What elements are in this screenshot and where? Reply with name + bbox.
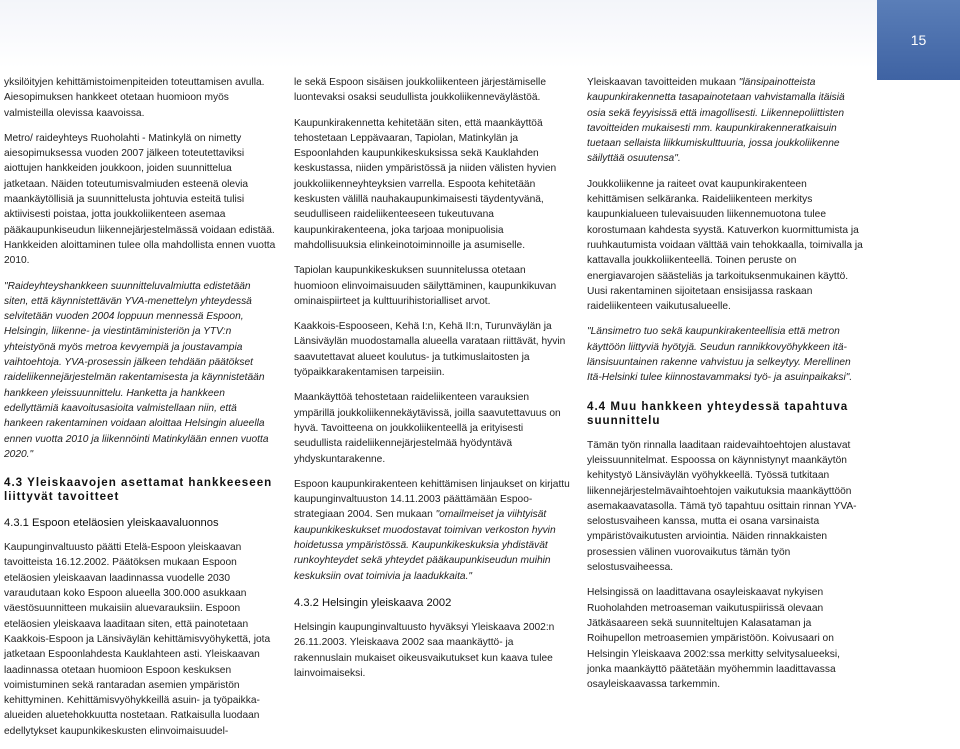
section-heading-4-4: 4.4 Muu hankkeen yhteydessä tapahtuva suunnittelu	[587, 399, 849, 427]
paragraph: Helsingin kaupunginvaltuusto hyväksyi Yleiskaava 2002:n 26.11.2003. Yleiskaava 2002 saa maankäyttö- ja rakennuslain mukaiset oikeusvaikutukset kun kaava tulee lainvoimaiseksi.	[294, 621, 555, 679]
column-2	[294, 75, 570, 691]
paragraph	[587, 75, 863, 167]
paragraph	[294, 477, 570, 584]
paragraph: Tämän työn rinnalla laaditaan raidevaihtoehtojen alustavat yleissuunnitelmat. Espoossa on käynnistynyt maankäytön kehitystyö Länsiväylän vyöhykkeellä. Työssä tutkitaan liikennejärjestelmävaihtoehtojen vaikutuksia maankäyttöön asemakaavatasolla. Tämä työ tapahtuu osittain rinnan YVA-selostusvaiheen kanssa, mutta ei osana varsinaista ympäristövaikutusten arviointia. Näiden rinnakkaisten prosessien välinen vuorovaikutus tämän työn selostusvaiheessa.	[587, 439, 857, 574]
paragraph: Maankäyttöä tehostetaan raideliikenteen varauksien ympärillä joukkoliikennekäytävissä, joilla saavutettavuus on hyvä. Tavoitteena on joukkoliikenteellä ja erityisesti seudullista raideliikennejärjestelmää hyödyntävä yhdyskuntarakenne.	[294, 392, 561, 465]
paragraph: yksilöityjen kehittämistoimenpiteiden toteuttamisen avulla. Aiesopimuksen hankkeet otetaan huomioon myös valmisteilla olevissa kaavoissa.	[4, 77, 265, 119]
paragraph: Tapiolan kaupunkikeskuksen suunnitelussa otetaan huomioon elinvoimaisuuden säilyttäminen, kaupunkikuvan ominaispiirteet ja kulttuurihistorialliset arvot.	[294, 265, 557, 307]
column-3	[587, 75, 863, 702]
paragraph: Metro/ raideyhteys Ruoholahti - Matinkylä on nimetty aiesopimuksessa vuoden 2007 jälkeen toteutettaviksi aiottujen hankkeiden joukkoon, joiden suunnittelua jatketaan. Näiden toteutumisvalmiuden esteenä olevia maankäytöllisiä ja suunnittelusta johtuvia esteitä tulisi aktiivisesti poistaa, jotta joukkoliikenteen asemaa pääkaupunkiseudun liikennejärjestelmässä voidaan edistää. Hankkeiden aloittaminen tulee olla mahdollista ennen vuotta 2010.	[4, 132, 276, 267]
column-1	[4, 75, 276, 749]
paragraph: Kaupunkirakennetta kehitetään siten, että maankäyttöä tehostetaan Leppävaaran, Tapiolan, Matinkylän ja Espoonlahden kaupunkikeskuksissa sekä Kauklahden keskustassa, niiden ympäristössä ja niiden välisten hyvien joukkoliikenneyhteyksien varrella. Espoota kehitetään keskusten välillä nauhakaupunkimaisesti täydentyvänä, seudulliseen raideliikenteeseen tukeutuvana kaupunkirakenteena, joka tarjoaa monipuolisia mahdollisuuksia elinkeinotoiminnoille ja asumiselle.	[294, 117, 557, 251]
quote-paragraph: "Raideyhteyshankkeen suunnitteluvalmiutta edistetään siten, että käynnistettävän YVA-menettelyn yhteydessä selvitetään vuoden 2004 loppuun mennessä Espoon, Helsingin, liikenne- ja viestintäministeriön ja YTV:n yhteistyönä myös metroa kevyempiä ja joustavampia vaihtoehtoja. YVA-prosessin jälkeen tehdään päätökset raideliikennejärjestelmän rakentamisesta ja käynnistetään hankkeen yleissuunnittelu. Hanketta ja hankkeen edellyttämiä kaavoitusasioita valmistellaan niin, että hankeen rakentaminen voidaan aloittaa Helsingin alueella ennen vuotta 2010 ja liikennöinti Matinkylään ennen vuotta 2020."	[4, 280, 269, 460]
quote-paragraph: "Länsimetro tuo sekä kaupunkirakenteellisia että metron käyttöön liittyviä hyötyjä. Seudun rannikkovyöhykkeen itä-länsisuuntainen rakenne vahvistuu ja selkeytyy. Merellinen Itä-Helsinki tulee kiinnostavammaksi työ- ja asuinpaikaksi".	[587, 326, 853, 384]
paragraph: Helsingissä on laadittavana osayleiskaavat nykyisen Ruoholahden metroaseman vaikutuspiirissä olevaan Jätkäsaareen sekä suunniteltujen Kalasataman ja Roihupellon metroasemien ympäristöön. Koivusaari on Helsingin Yleiskaava 2002:ssa merkitty selvitysalueeksi, jonka maankäyttö päätetään myöhemmin laadittavassa osayleiskaavassa tarkemmin.	[587, 587, 840, 691]
paragraph: Joukkoliikenne ja raiteet ovat kaupunkirakenteen kehittämisen selkäranka. Raideliikenteen merkitys kaupunkialueen tulevaisuuden liikennemuotona tulee korostumaan kahdesta syystä. Katuverkon kuormittumista ja ruuhkautumista voidaan välttää vain tehokkaalla, toimivalla ja kattavalla joukkoliikenteellä. Toinen peruste on energiavarojen säästeliäs ja tarkoituksenmukainen käyttö. Uusi rakentaminen sijoitetaan ensisijassa raskaan raideliikenteen vaikutusalueelle.	[587, 178, 863, 313]
page-number: 15	[877, 0, 960, 80]
subsection-heading-4-3-2: 4.3.2 Helsingin yleiskaava 2002	[294, 596, 452, 609]
paragraph-text: Espoon kaupunkirakenteen kehittämisen linjaukset on kirjattu kaupunginvaltuuston 14.11.2003 päättämään Espoo-strategiaan 2004. Sen mukaan	[294, 478, 570, 521]
paragraph: Kaakkois-Espooseen, Kehä I:n, Kehä II:n, Turunväylän ja Länsiväylän muodostamalla alueella varataan riittävät, hyvin saavutettavat alueet koulutus- ja tutkimuslaitosten ja työpaikkarakentamisen tarpeisiin.	[294, 321, 566, 379]
section-heading-4-3: 4.3 Yleiskaavojen asettamat hankkeeseen liittyvät tavoitteet	[4, 476, 273, 504]
paragraph-text: Yleiskaavan tavoitteiden mukaan	[587, 77, 736, 88]
paragraph: Kaupunginvaltuusto päätti Etelä-Espoon yleiskaavan tavoitteista 16.12.2002. Päätöksen mukaan Espoon eteläosien yleiskaavan laadinnassa vuodelle 2030 varaudutaan koko Espoon alueella 300.000 asukkaan väestösuunnitteen mukaisiin aluevarauksiin. Espoon eteläosien yleiskaava laaditaan siten, että painotetaan Kaakkois-Espoon ja Länsiväylän kehittämisvyöhykettä, jota jatketaan Espoonlahdesta Kauklahteen asti. Yleiskaavan laadinnassa otetaan huomioon Espoon keskuksen voimistuminen sekä rantaradan asemien ympäristön kehittyminen. Kehittämisvyöhykkeillä asuin- ja työpaikka-alueiden aluetehokkuutta nostetaan. Ratkaisulla luodaan edellytykset kaupunkikeskusten elinvoimaisuudel-	[4, 542, 271, 737]
quote-text: "omailmeiset ja viihtyisät kaupunkikeskukset muodostavat toimivan verkoston hyvin hoidetussa ympäristössä. Kaupunkikeskuksia yhdistävät runkoyhteydet sekä yhteydet pääkaupunkiseudun muihin keskuksiin ovat toimivia ja laadukkaita."	[294, 509, 556, 582]
quote-text: "länsipainotteista kaupunkirakennetta tasapainotetaan vahvistamalla itäisiä osia sekä feyyisissä että imagollisesti. Liikennepoliittisten tavoitteiden mukaisesti mm. kaupunkirakenneratkaisuin tuetaan sellaista liikkumiskulttuuria, jossa joukkoliikenne säilyttää osuutensa".	[587, 77, 845, 165]
header-band	[0, 0, 960, 68]
subsection-heading-4-3-1: 4.3.1 Espoon eteläosien yleiskaavaluonnos	[4, 517, 219, 530]
paragraph: le sekä Espoon sisäisen joukkoliikenteen järjestämiselle luontevaksi osaksi seudullista joukkoliikenneväylästöä.	[294, 77, 546, 104]
